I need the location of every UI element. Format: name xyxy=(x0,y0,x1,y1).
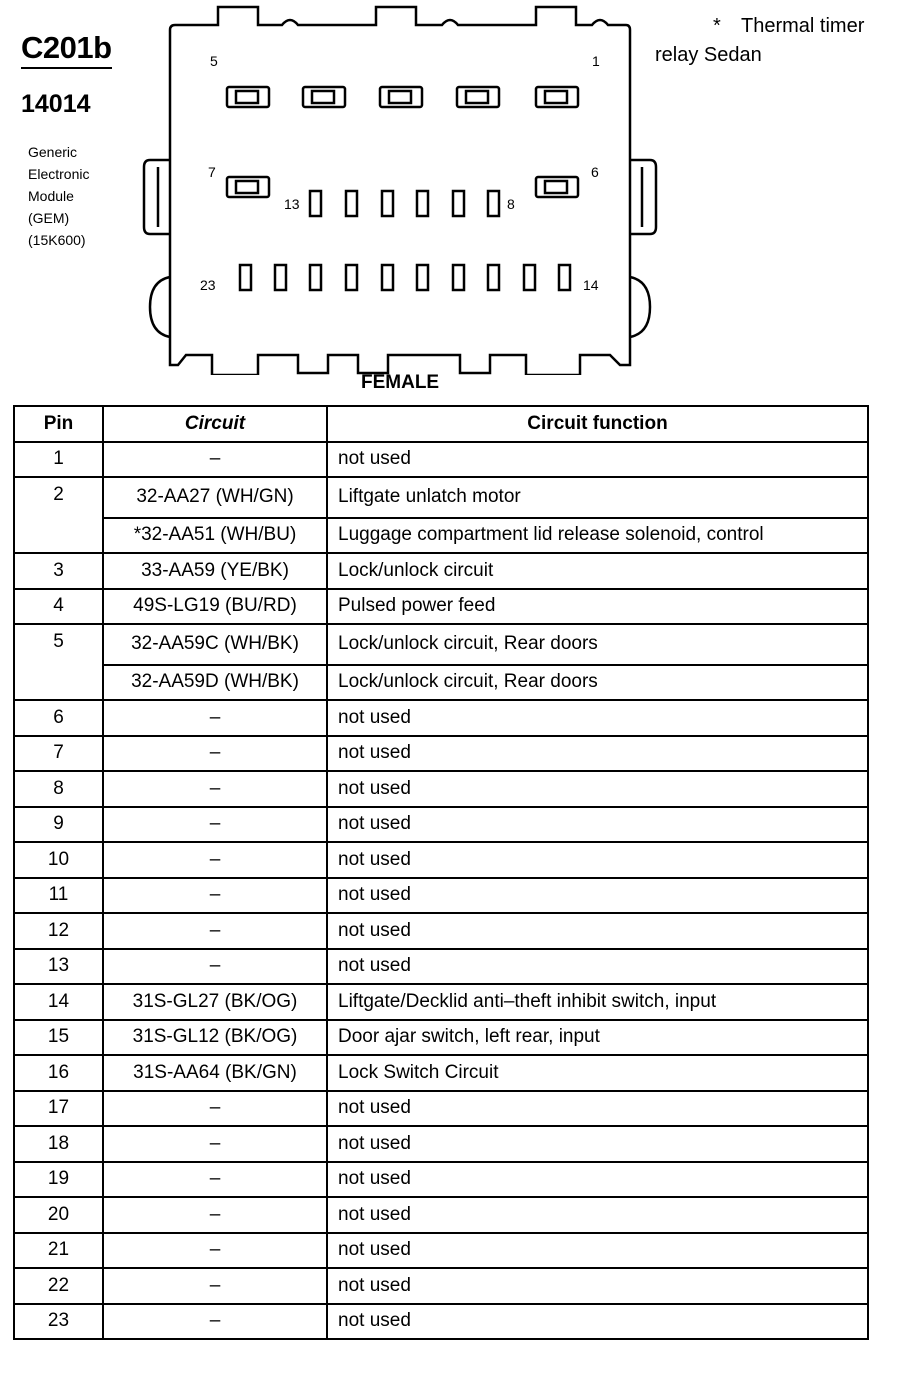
circuit-cell: 31S-GL27 (BK/OG) xyxy=(103,984,327,1020)
pin-cell: 16 xyxy=(14,1055,103,1091)
right-bump xyxy=(630,277,650,337)
pin-cell xyxy=(14,665,103,701)
table-row xyxy=(14,1197,868,1233)
function-cell: not used xyxy=(327,1126,868,1162)
module-desc-line: (GEM) xyxy=(28,210,70,226)
left-bump xyxy=(150,277,170,337)
header-circuit: Circuit xyxy=(103,406,327,442)
table-row xyxy=(14,442,868,478)
table-row xyxy=(14,665,868,701)
part-number: 14014 xyxy=(21,90,91,118)
connector-housing xyxy=(170,7,630,375)
table-row xyxy=(14,553,868,589)
pin-cell: 21 xyxy=(14,1233,103,1269)
pin-cell: 14 xyxy=(14,984,103,1020)
pin-label: 14 xyxy=(583,277,599,293)
pin-cell: 1 xyxy=(14,442,103,478)
pin-label: 1 xyxy=(592,53,600,69)
connector-diagram xyxy=(140,5,660,375)
pin-label: 6 xyxy=(591,164,599,180)
function-cell: not used xyxy=(327,1233,868,1269)
circuit-cell: – xyxy=(103,1304,327,1340)
circuit-cell: – xyxy=(103,949,327,985)
function-cell: Liftgate/Decklid anti–theft inhibit switch, input xyxy=(327,984,868,1020)
function-cell: not used xyxy=(327,913,868,949)
pin-label: 5 xyxy=(210,53,218,69)
circuit-cell: – xyxy=(103,1162,327,1198)
pin-label: 13 xyxy=(284,196,300,212)
table-row xyxy=(14,1268,868,1304)
function-cell: not used xyxy=(327,1268,868,1304)
footnote-star: * xyxy=(713,15,721,37)
table-row xyxy=(14,1304,868,1340)
circuit-cell: – xyxy=(103,700,327,736)
pin-cell xyxy=(14,518,103,554)
pin-cell: 6 xyxy=(14,700,103,736)
circuit-cell: 32-AA59C (WH/BK) xyxy=(103,624,327,665)
function-cell: Pulsed power feed xyxy=(327,589,868,625)
pin-cell: 2 xyxy=(14,477,103,518)
table-row xyxy=(14,1055,868,1091)
pin-cell: 12 xyxy=(14,913,103,949)
function-cell: not used xyxy=(327,1162,868,1198)
function-cell: Lock/unlock circuit xyxy=(327,553,868,589)
circuit-cell: – xyxy=(103,878,327,914)
table-row xyxy=(14,842,868,878)
function-cell: Lock/unlock circuit, Rear doors xyxy=(327,624,868,665)
table-row xyxy=(14,878,868,914)
circuit-cell: *32-AA51 (WH/BU) xyxy=(103,518,327,554)
table-row xyxy=(14,624,868,665)
pin-cell: 7 xyxy=(14,736,103,772)
module-description xyxy=(28,141,89,251)
circuit-cell: – xyxy=(103,1091,327,1127)
pin-cell: 19 xyxy=(14,1162,103,1198)
table-row xyxy=(14,771,868,807)
circuit-cell: – xyxy=(103,1233,327,1269)
table-row xyxy=(14,1126,868,1162)
pin-label: 7 xyxy=(208,164,216,180)
pin-cell: 17 xyxy=(14,1091,103,1127)
function-cell: not used xyxy=(327,1304,868,1340)
pin-cell: 23 xyxy=(14,1304,103,1340)
circuit-cell: – xyxy=(103,913,327,949)
table-row xyxy=(14,1020,868,1056)
function-cell: Liftgate unlatch motor xyxy=(327,477,868,518)
circuit-cell: – xyxy=(103,442,327,478)
function-cell: not used xyxy=(327,949,868,985)
pin-cell: 15 xyxy=(14,1020,103,1056)
function-cell: not used xyxy=(327,842,868,878)
table-row xyxy=(14,589,868,625)
circuit-cell: – xyxy=(103,771,327,807)
circuit-cell: – xyxy=(103,842,327,878)
connector-id: C201b xyxy=(21,30,112,69)
function-cell: not used xyxy=(327,700,868,736)
middle-pin-row xyxy=(310,191,499,216)
function-cell: not used xyxy=(327,442,868,478)
circuit-cell: 32-AA59D (WH/BK) xyxy=(103,665,327,701)
table-row xyxy=(14,984,868,1020)
table-row xyxy=(14,1233,868,1269)
table-row xyxy=(14,518,868,554)
function-cell: Lock/unlock circuit, Rear doors xyxy=(327,665,868,701)
function-cell: not used xyxy=(327,878,868,914)
table-row xyxy=(14,477,868,518)
circuit-cell: 33-AA59 (YE/BK) xyxy=(103,553,327,589)
circuit-cell: 32-AA27 (WH/GN) xyxy=(103,477,327,518)
pin-cell: 5 xyxy=(14,624,103,665)
pin-cell: 8 xyxy=(14,771,103,807)
footnote-line: Thermal timer xyxy=(741,15,865,37)
pin-cell: 22 xyxy=(14,1268,103,1304)
pin-cell: 18 xyxy=(14,1126,103,1162)
module-desc-line: (15K600) xyxy=(28,232,86,248)
module-desc-line: Module xyxy=(28,188,74,204)
table-row xyxy=(14,1091,868,1127)
function-cell: not used xyxy=(327,736,868,772)
function-cell: not used xyxy=(327,771,868,807)
footnote xyxy=(655,12,864,70)
circuit-cell: – xyxy=(103,1197,327,1233)
pin-table xyxy=(13,405,869,1340)
pin-cell: 10 xyxy=(14,842,103,878)
table-row xyxy=(14,1162,868,1198)
function-cell: Door ajar switch, left rear, input xyxy=(327,1020,868,1056)
function-cell: Lock Switch Circuit xyxy=(327,1055,868,1091)
circuit-cell: 31S-GL12 (BK/OG) xyxy=(103,1020,327,1056)
function-cell: Luggage compartment lid release solenoid, control xyxy=(327,518,868,554)
header-pin: Pin xyxy=(14,406,103,442)
table-row xyxy=(14,949,868,985)
connector-gender: FEMALE xyxy=(361,372,440,393)
pin-cell: 9 xyxy=(14,807,103,843)
pin-cell: 4 xyxy=(14,589,103,625)
circuit-cell: – xyxy=(103,736,327,772)
table-row xyxy=(14,807,868,843)
header-function: Circuit function xyxy=(327,406,868,442)
top-pin-row xyxy=(227,87,578,107)
circuit-cell: – xyxy=(103,1268,327,1304)
pin-label: 23 xyxy=(200,277,216,293)
function-cell: not used xyxy=(327,807,868,843)
circuit-cell: – xyxy=(103,807,327,843)
pin-cell: 13 xyxy=(14,949,103,985)
pin-label: 8 xyxy=(507,196,515,212)
table-header-row xyxy=(14,406,868,442)
circuit-cell: 31S-AA64 (BK/GN) xyxy=(103,1055,327,1091)
function-cell: not used xyxy=(327,1091,868,1127)
table-row xyxy=(14,913,868,949)
table-row xyxy=(14,736,868,772)
module-desc-line: Electronic xyxy=(28,166,90,182)
bottom-pin-row xyxy=(240,265,570,290)
circuit-cell: 49S-LG19 (BU/RD) xyxy=(103,589,327,625)
pin-cell: 11 xyxy=(14,878,103,914)
circuit-cell: – xyxy=(103,1126,327,1162)
module-desc-line: Generic xyxy=(28,144,78,160)
pin-cell: 20 xyxy=(14,1197,103,1233)
table-row xyxy=(14,700,868,736)
pin-cell: 3 xyxy=(14,553,103,589)
footnote-line: relay Sedan xyxy=(655,44,762,66)
function-cell: not used xyxy=(327,1197,868,1233)
